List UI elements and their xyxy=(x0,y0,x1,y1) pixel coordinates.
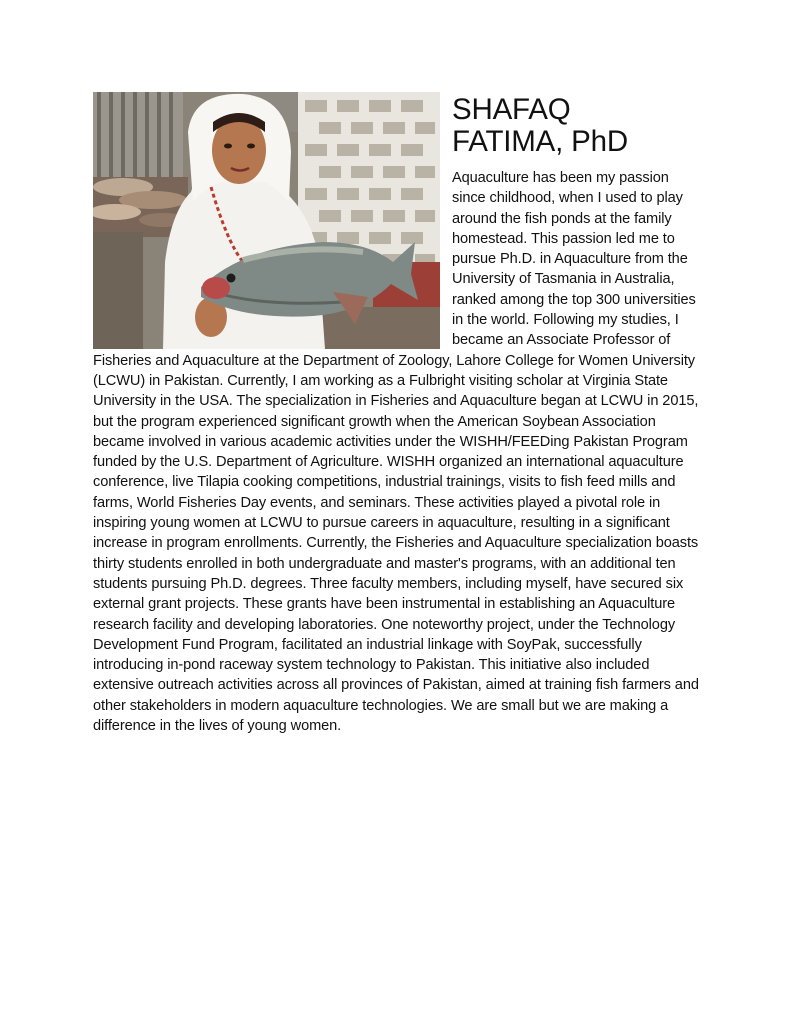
profile-page xyxy=(93,92,699,736)
name-line-first: SHAFAQ xyxy=(452,93,571,126)
biography-text: Aquaculture has been my passion since childhood, when I used to play around the fish ponds at the family homestead. This passion led me to pursue Ph.D. in Aquaculture from the University of Tasmania in Australia, ranked among the top 300 universities in the world. Following my studies, I became an Associate Professor of Fisheries and Aquaculture at the Department of Zoology, Lahore College for Women University (LCWU) in Pakistan. Currently, I am working as a Fulbright visiting scholar at Virginia State University in the USA. The specialization in Fisheries and Aquaculture began at LCWU in 2015, but the program experienced significant growth when the American Soybean Association became involved in various academic activities under the WISHH/FEEDing Pakistan Program funded by the U.S. Department of Agriculture. WISHH organized an international aquaculture conference, live Tilapia cooking competitions, industrial trainings, visits to fish feed mills and farms, World Fisheries Day events, and seminars. These activities played a pivotal role in inspiring young women at LCWU to pursue careers in aquaculture, resulting in a significant increase in program enrollments. Currently, the Fisheries and Aquaculture specialization boasts thirty students enrolled in both undergraduate and master's programs, with an additional ten students pursuing Ph.D. degrees. Three faculty members, including myself, have secured six external grant projects. These grants have been instrumental in establishing an Aquaculture research facility and developing laboratories. One noteworthy project, under the Technology Development Fund Program, facilitated an industrial linkage with SoyPak, successfully introducing in-pond raceway system technology to Pakistan. This initiative also included extensive outreach activities across all provinces of Pakistan, aimed at training fish farmers and other stakeholders in modern aquaculture technologies. We are small but we are making a difference in the lives of young women. xyxy=(93,170,699,735)
portrait-photo xyxy=(93,92,440,349)
name-line-second: FATIMA, PhD xyxy=(452,125,628,158)
